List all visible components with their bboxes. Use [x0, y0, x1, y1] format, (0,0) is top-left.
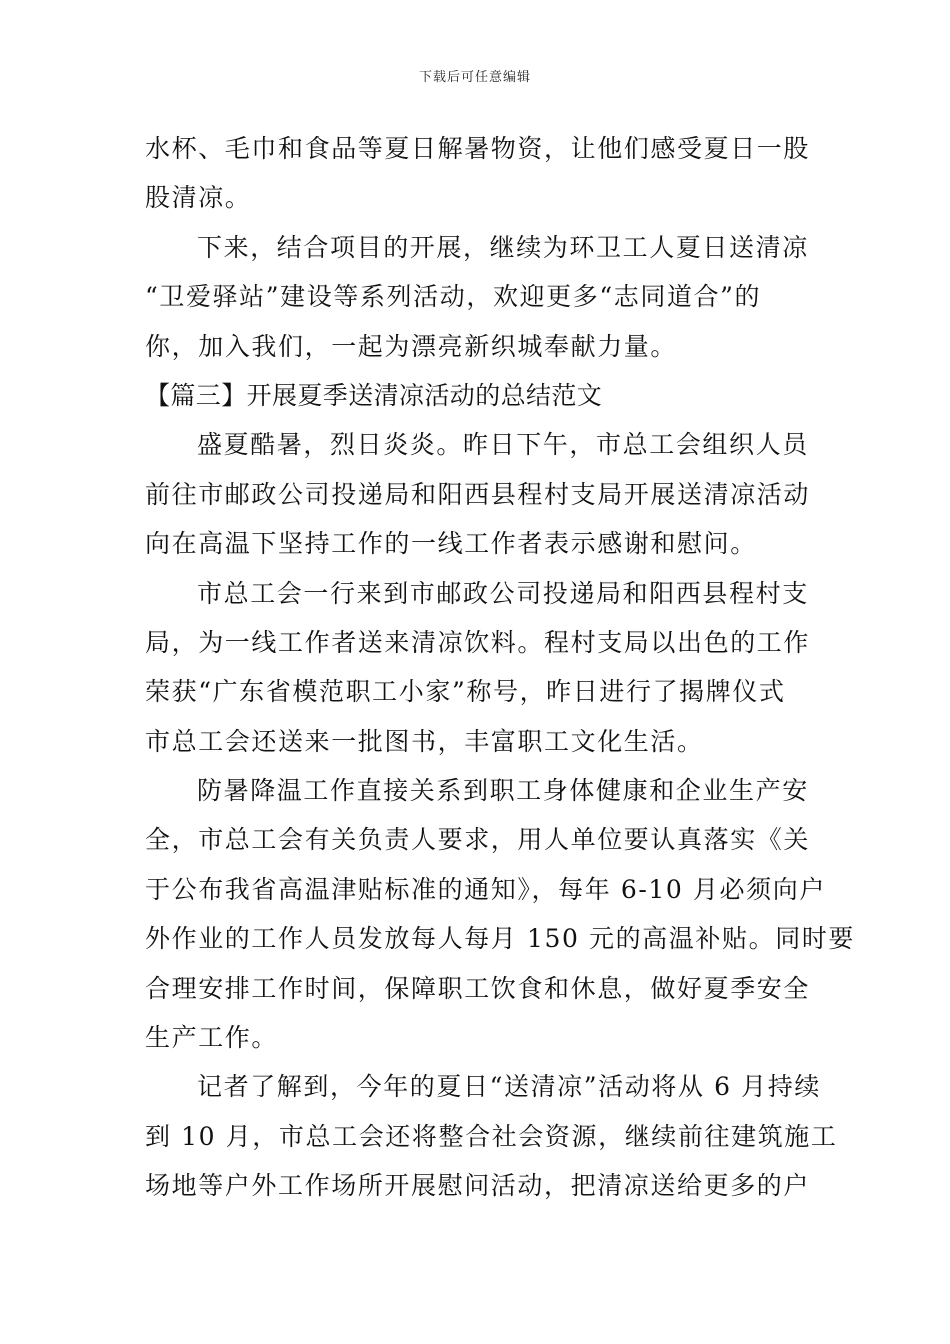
text-line: 局，为一线工作者送来清凉饮料。程村支局以出色的工作 — [145, 627, 811, 657]
text-line: 外作业的工作人员发放每人每月 150 元的高温补贴。同时要 — [145, 924, 856, 954]
text-line: 向在高温下坚持工作的一线工作者表示感谢和慰问。 — [145, 529, 757, 559]
paragraph-first-line: 市总工会一行来到市邮政公司投递局和阳西县程村支 — [197, 578, 809, 608]
text-line: 场地等户外工作场所开展慰问活动，把清凉送给更多的户 — [145, 1171, 811, 1201]
text-line: 前往市邮政公司投递局和阳西县程村支局开展送清凉活动 — [145, 479, 811, 509]
paragraph-first-line: 下来，结合项目的开展，继续为环卫工人夏日送清凉 — [197, 232, 809, 262]
text-line: 生产工作。 — [145, 1023, 279, 1053]
text-line: 到 10 月，市总工会还将整合社会资源，继续前往建筑施工 — [145, 1121, 838, 1151]
text-line: 你，加入我们，一起为漂亮新织城奉献力量。 — [145, 331, 678, 361]
text-line: 全，市总工会有关负责人要求，用人单位要认真落实《关 — [145, 825, 811, 855]
paragraph-first-line: 防暑降温工作直接关系到职工身体健康和企业生产安 — [197, 776, 809, 806]
text-line: 荣获“广东省模范职工小家”称号，昨日进行了揭牌仪式 — [145, 677, 786, 707]
paragraph-first-line: 盛夏酷暑，烈日炎炎。昨日下午，市总工会组织人员 — [197, 430, 809, 460]
text-line: “卫爱驿站”建设等系列活动，欢迎更多“志同道合”的 — [145, 282, 762, 312]
page-header: 下载后可任意编辑 — [418, 70, 531, 85]
text-line: 合理安排工作时间，保障职工饮食和休息，做好夏季安全 — [145, 973, 811, 1003]
document-body — [145, 124, 856, 1211]
paragraph-first-line: 记者了解到，今年的夏日“送清凉”活动将从 6 月持续 — [197, 1072, 821, 1102]
text-line: 市总工会还送来一批图书，丰富职工文化生活。 — [145, 726, 704, 756]
text-line: 水杯、毛巾和食品等夏日解暑物资，让他们感受夏日一股 — [145, 134, 811, 163]
section-heading: 【篇三】开展夏季送清凉活动的总结范文 — [145, 380, 603, 410]
text-line: 股清凉。 — [145, 183, 252, 213]
text-line: 于公布我省高温津贴标准的通知》，每年 6-10 月必须向户 — [145, 874, 826, 904]
